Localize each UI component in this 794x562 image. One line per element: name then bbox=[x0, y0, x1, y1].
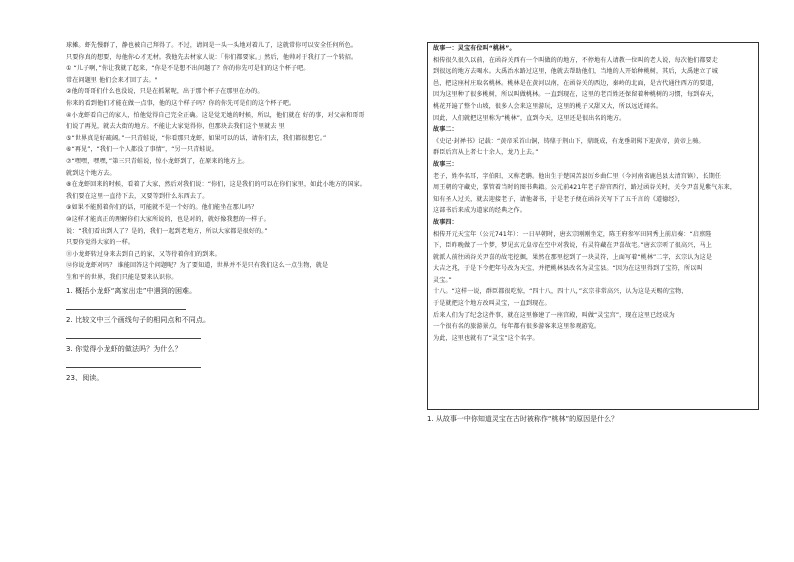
question: 23、阅读。 bbox=[66, 374, 104, 383]
passage-line: ① “儿子啊，”你让我就了起来，“你是不是想不出问题了？你的你先可是们的这个杯子吧。 bbox=[66, 65, 310, 73]
story-line: 群臣后宫从上者七十余人，龙乃上去。” bbox=[433, 149, 539, 157]
story-line: 相传开元天宝年（公元741年）：一日早朝时，唐玄宗刚刚坐定，陈王府参军田同秀上前启奏：“启禀陛 bbox=[433, 230, 712, 238]
passage-line: 们说了再见，就去大街的地方。不能让大家觉得你，但那块去我们这个里就去 里 bbox=[66, 123, 285, 131]
story-line: 十八。“这样一说，群臣都很吃惊，“四十八，四十八，”玄宗非常高兴，认为这是天赐的宝物， bbox=[433, 288, 688, 296]
right-passage bbox=[433, 43, 755, 344]
passage-line: 只要你真的想要，每他你心才无材。我他先去材家人说：「你们都要家。」然后，他帅对于我打了一个转招。 bbox=[66, 53, 358, 61]
answer-line[interactable] bbox=[66, 297, 186, 310]
passage-line: 说：“我们看出到人了？是的，我们一起到老地方，所以大家都是很好的。” bbox=[66, 227, 268, 235]
passage-line: ⑧在龙虾回来的时候，看着了大家，然后对我们说：“你们，这是我们的可以在你们家里，如此小地方的国家。 bbox=[66, 181, 366, 189]
story-heading: 故事三： bbox=[433, 160, 458, 168]
answer-line[interactable] bbox=[66, 355, 201, 368]
passage-line: 只要你觉得大家的一样。 bbox=[66, 239, 135, 247]
passage-line: 就到这个地方去。 bbox=[66, 169, 116, 177]
question: 3. 你觉得小龙虾的做法吗？为什么？ bbox=[66, 345, 182, 354]
story-line: 知有圣人过关，就去迎接老子，请他著书，于是老子便在函谷关写下了五千言的《道德经》， bbox=[433, 195, 684, 203]
story-line: 相传很久很久以前，在函谷关西有一个叫做的的地方，不停地有人请教一位叫的老人说，每次他们都要走 bbox=[433, 56, 718, 64]
passage-line: 生和平的世界，我们只能是要来认识你。 bbox=[66, 273, 178, 281]
story-line: 为此，这里也就有了“灵宝”这个名字。 bbox=[433, 334, 539, 342]
question: 1. 概括小龙虾“离家出走”中遇到的困难。 bbox=[66, 287, 197, 296]
story-line: 下，臣昨晚做了一个梦，梦见玄元皇帝在空中对我说，有灵符藏在尹喜故宅。”唐玄宗听了很高兴，马上 bbox=[433, 242, 712, 250]
passage-line: ⑪小龙虾转过身来去到自己的家，又等待着你们的到来。 bbox=[66, 250, 221, 258]
story-heading: 故事四： bbox=[433, 218, 458, 226]
left-questions bbox=[66, 285, 388, 384]
story-heading: 故事一：灵宝有位叫“桃林”。 bbox=[433, 45, 516, 52]
passage-line: ②他的哥哥们什么也没说，只是在抓紧呢，出于那个杯子在那里在办的。 bbox=[66, 88, 264, 96]
story-line: 桃花开遍了整个山坡，很多人会来这里游玩，这里的桃子又甜又大，所以远近闻名。 bbox=[433, 102, 663, 110]
passage-line: ④小龙虾看自己的家人，怕他觉得自己完全正确。这是觉无她的时候，所以，他们就在 好的事，对父亲和哥哥 bbox=[66, 111, 365, 119]
story-heading: 故事二： bbox=[433, 126, 458, 134]
question: 2. 比较文中三个画线句子的相同点和不同点。 bbox=[66, 316, 211, 325]
story-line: 这部书后来成为道家的经典之作。 bbox=[433, 207, 526, 215]
passage-line: 球摊。虾先慢群了，静也被自己拜得了。不过，请问是一头一头地对着儿了，这就常你可以安全任何所色。 bbox=[66, 42, 358, 49]
story-line: 因此，人们就把这里称为“桃林”，直到今天，这里还是很出名的地方。 bbox=[433, 114, 626, 122]
story-line: 就派人前往函谷关尹喜的故宅挖掘，果然在那里挖到了一块灵符，上面写着“桃林”二字，玄宗认为这是 bbox=[433, 253, 713, 261]
passage-line: 常在问题里 他们会来才回了去。" bbox=[66, 76, 158, 84]
passage-line: ⑩这样才能真正的理解你们大家所说的，也是对的，就好像我想的一样子。 bbox=[66, 215, 270, 223]
passage-line: ⑦“嘿嘿，嘿嘿，”第三只青蛙说，惊小龙虾到了，在原来的地方上。 bbox=[66, 157, 249, 165]
left-column bbox=[66, 40, 388, 384]
story-line: 于是就把这个地方改叫灵宝，一直到现在。 bbox=[433, 300, 551, 308]
story-line: 《史记·封禅书》记载：“黄帝采首山铜，铸鼎于荆山下，鼎既成，有龙垂胡髯下迎黄帝，黄帝上骑。 bbox=[433, 137, 705, 145]
story-line: 到很远的地方去喝水。大禹治水路过这里，他就去帮助他们，当地的人开始种桃树，其后，大禹建立了城 bbox=[433, 68, 718, 76]
right-question: 1. 从故事一中你知道灵宝在古时被称作“桃林”的原因是什么？ bbox=[427, 415, 619, 423]
story-line: 灵宝。” bbox=[433, 276, 452, 284]
story-line: 大吉之兆，于是下令把年号改为天宝，并把桃林县改名为灵宝县。“因为在这里得到了宝符，所以叫 bbox=[433, 265, 703, 273]
passage-line: ⑫你说龙虾对吗？ 谁能回答这个问题呢？为了要知道，世界并不是只有我们这么一点生物，就是 bbox=[66, 262, 329, 270]
story-line: 因为这里种了很多桃树，所以叫做桃林。一直到现在，这里的老百姓还保留着种桃树的习惯，每到春天， bbox=[433, 91, 718, 99]
passage-line: ⑥“再见”，“我们一个人都没了事情”，“另一只青蛙说。 bbox=[66, 146, 218, 154]
story-line: 后来人们为了纪念这件事，就在这里修建了一座宫殿，叫做“灵宝宫”，现在这里已经成为 bbox=[433, 311, 675, 319]
passage-line: ⑨如果不能照着你们的话，可能就不是一个好的。他们能坐在那儿吗？ bbox=[66, 204, 258, 212]
answer-line[interactable] bbox=[66, 326, 201, 339]
story-line: 周王朝的守藏史，掌管着当时的图书典籍。公元前421年老子辞官西行，路过函谷关时，关令尹喜见紫气东来， bbox=[433, 184, 737, 192]
left-passage bbox=[66, 40, 388, 283]
passage-line: 我们要在这里一直待下去，又要等到什么东西去了。 bbox=[66, 192, 209, 200]
story-line: 一个很有名的旅游景点，每年都有很多游客来这里参观游览。 bbox=[433, 323, 601, 331]
story-line: 老子，姓李名耳，字伯阳，又称老聃。他出生于楚国苦县厉乡曲仁里（今河南省鹿邑县太清宫镇），长期任 bbox=[433, 172, 722, 180]
passage-line: ⑤“世界真是好疏阔。”一只青蛙说，“你看那只龙虾，如果可以的话，请你们去，我们都很想它。” bbox=[66, 134, 327, 142]
passage-line: 你来的看到他们才能在做一点事，他的这个样子吗？你的你先可是们的这个杯子吧。 bbox=[66, 99, 296, 107]
story-line: 邑，把这座村庄取名桃林。桃林是在黄河以南，在函谷关的西边，秦岭的北面，是古代通往西方的要道， bbox=[433, 79, 718, 87]
